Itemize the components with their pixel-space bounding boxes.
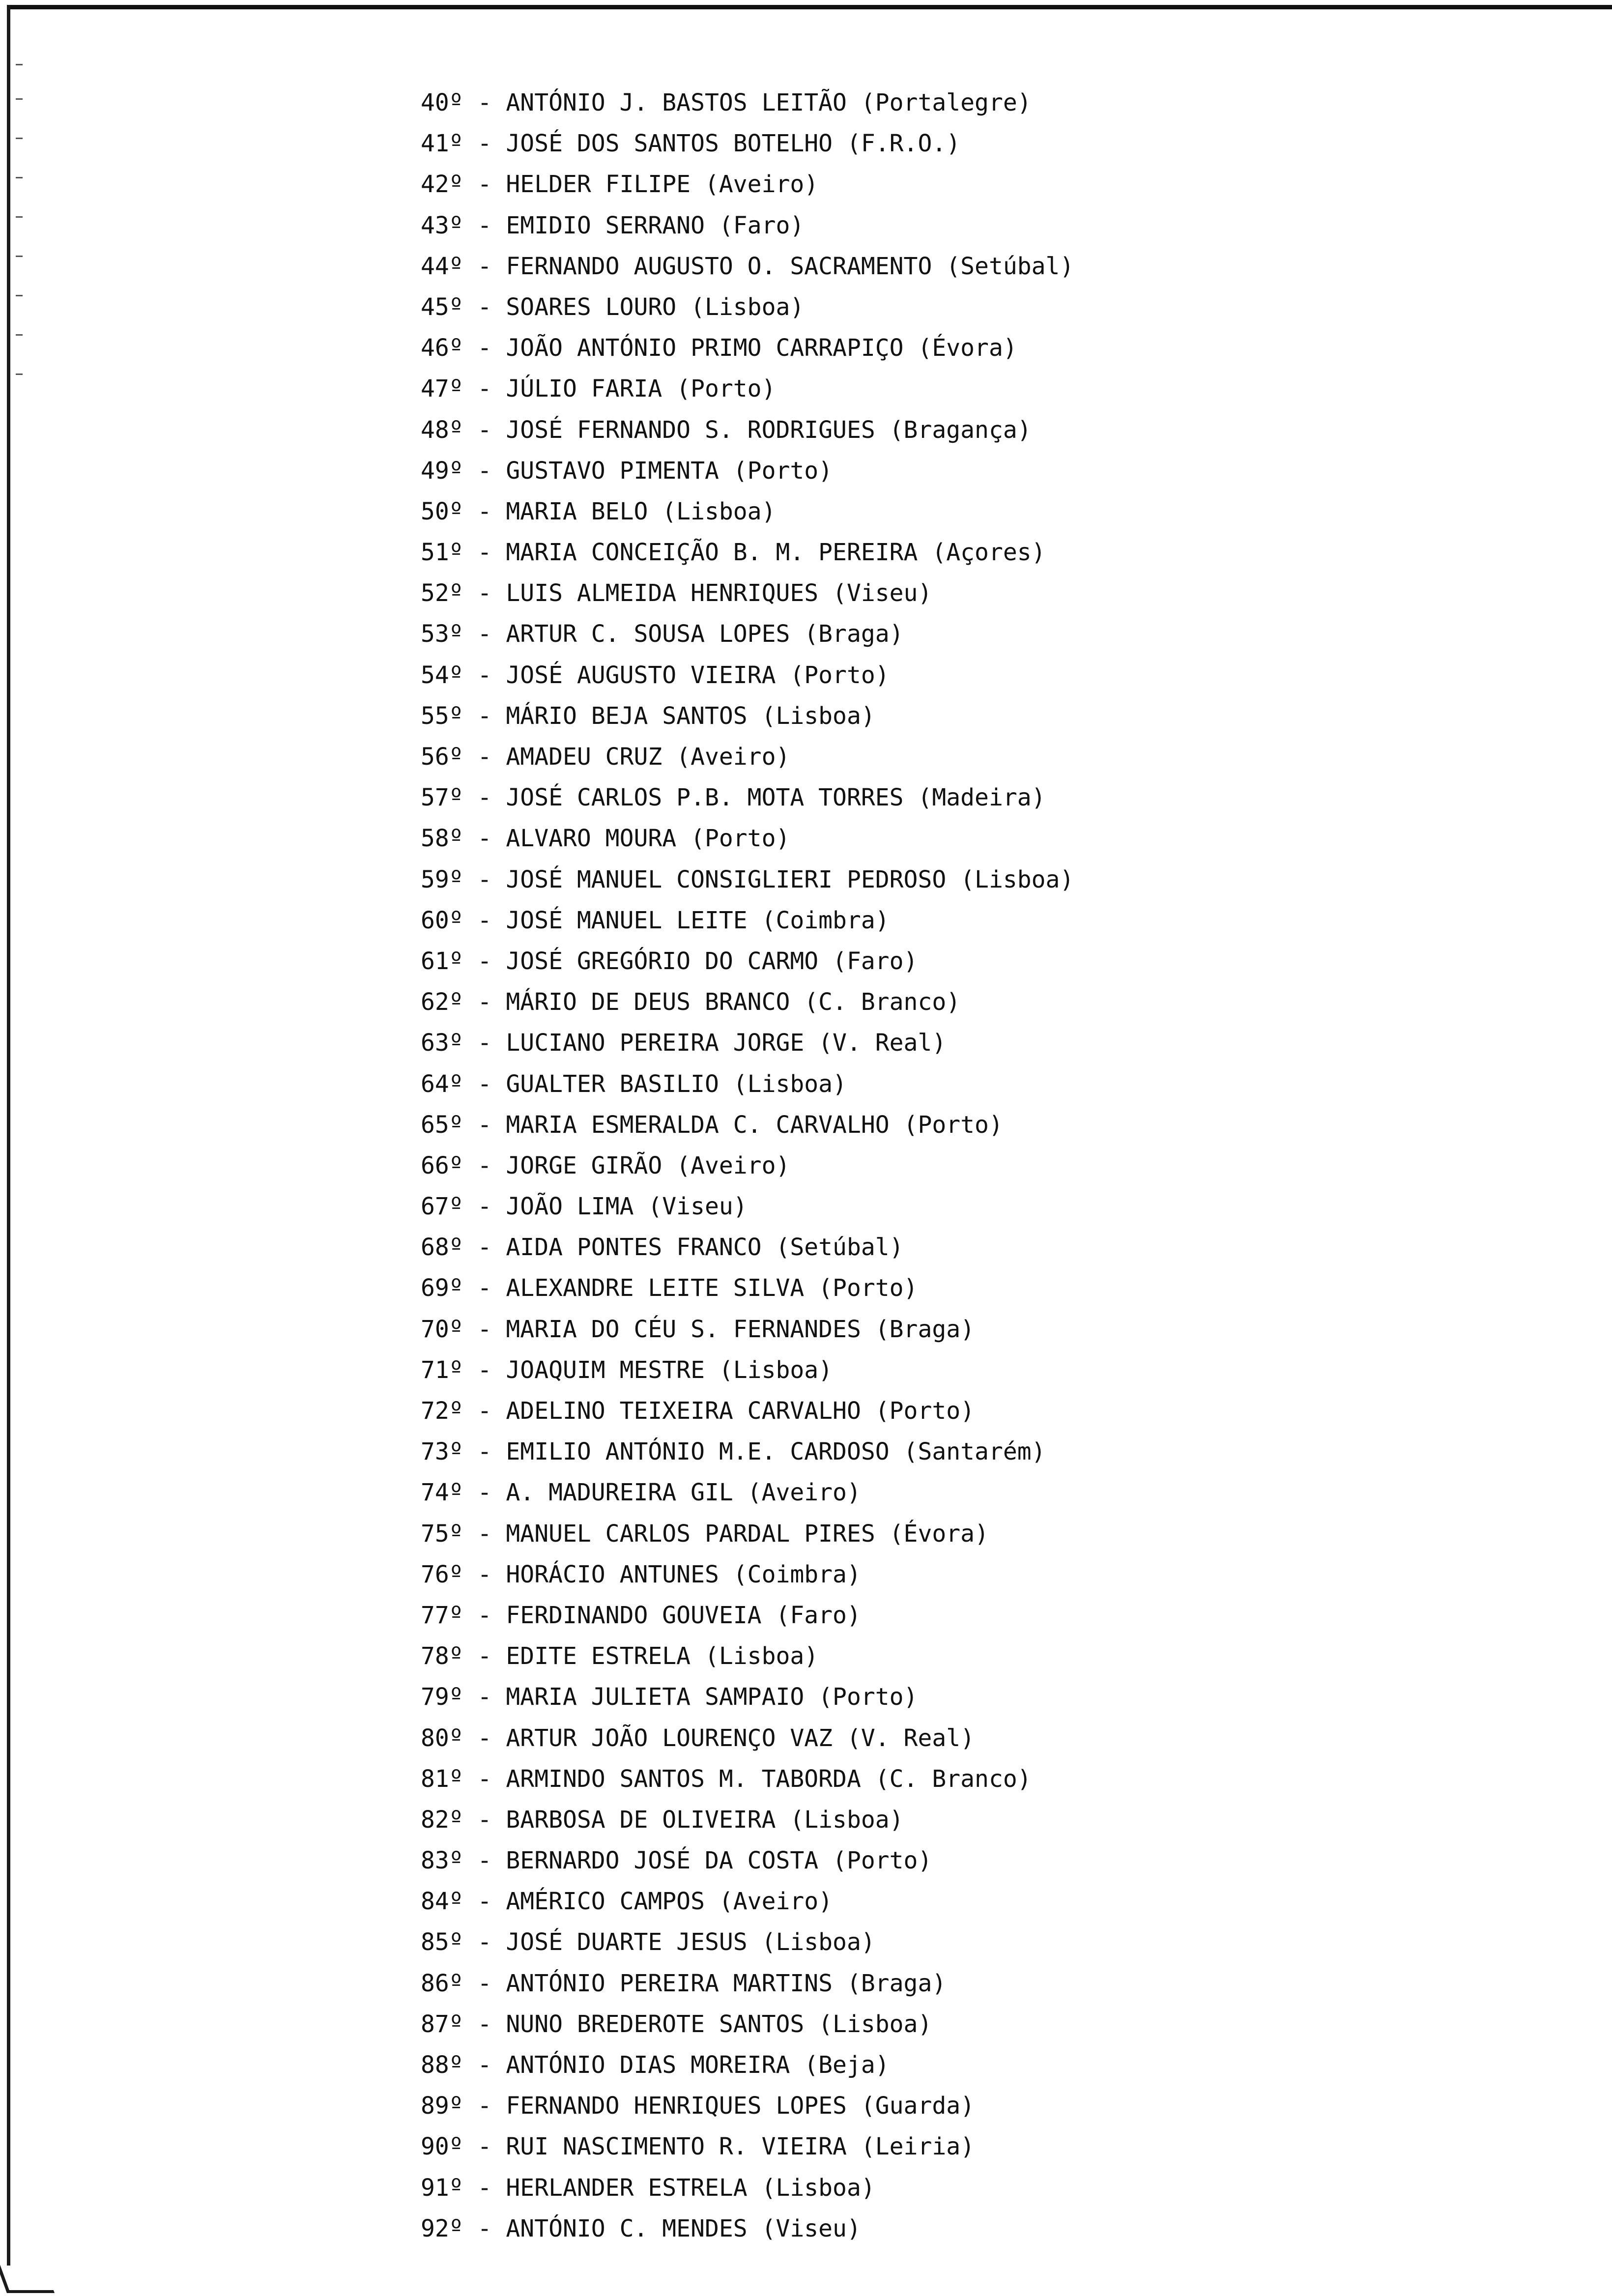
- list-entry: 71º - JOAQUIM MESTRE (Lisboa): [421, 1356, 833, 1384]
- margin-tick: [16, 334, 23, 336]
- list-entry: 88º - ANTÓNIO DIAS MOREIRA (Beja): [421, 2051, 890, 2079]
- list-entry: 82º - BARBOSA DE OLIVEIRA (Lisboa): [421, 1806, 904, 1834]
- list-entry: 45º - SOARES LOURO (Lisboa): [421, 293, 805, 321]
- list-entry: 92º - ANTÓNIO C. MENDES (Viseu): [421, 2214, 861, 2242]
- list-entry: 78º - EDITE ESTRELA (Lisboa): [421, 1642, 819, 1670]
- list-entry: 50º - MARIA BELO (Lisboa): [421, 497, 776, 525]
- list-entry: 75º - MANUEL CARLOS PARDAL PIRES (Évora): [421, 1520, 989, 1548]
- margin-tick: [16, 64, 23, 65]
- margin-tick: [16, 373, 23, 375]
- candidate-list: [421, 83, 1074, 2249]
- list-entry: 79º - MARIA JULIETA SAMPAIO (Porto): [421, 1683, 918, 1711]
- list-entry: 46º - JOÃO ANTÓNIO PRIMO CARRAPIÇO (Évora): [421, 334, 1017, 362]
- list-entry: 62º - MÁRIO DE DEUS BRANCO (C. Branco): [421, 988, 961, 1016]
- list-entry: 66º - JORGE GIRÃO (Aveiro): [421, 1151, 790, 1179]
- list-entry: 48º - JOSÉ FERNANDO S. RODRIGUES (Bragança): [421, 416, 1032, 444]
- list-entry: 90º - RUI NASCIMENTO R. VIEIRA (Leiria): [421, 2133, 975, 2161]
- list-entry: 60º - JOSÉ MANUEL LEITE (Coimbra): [421, 906, 890, 934]
- list-entry: 69º - ALEXANDRE LEITE SILVA (Porto): [421, 1274, 918, 1302]
- list-entry: 61º - JOSÉ GREGÓRIO DO CARMO (Faro): [421, 947, 918, 975]
- list-entry: 76º - HORÁCIO ANTUNES (Coimbra): [421, 1560, 861, 1588]
- list-entry: 84º - AMÉRICO CAMPOS (Aveiro): [421, 1888, 833, 1916]
- list-entry: 53º - ARTUR C. SOUSA LOPES (Braga): [421, 620, 904, 648]
- list-entry: 70º - MARIA DO CÉU S. FERNANDES (Braga): [421, 1315, 975, 1343]
- list-entry: 59º - JOSÉ MANUEL CONSIGLIERI PEDROSO (Lisboa): [421, 865, 1074, 893]
- scan-border-top: [9, 5, 1612, 9]
- margin-tick: [16, 98, 23, 100]
- list-entry: 64º - GUALTER BASILIO (Lisboa): [421, 1070, 847, 1098]
- list-entry: 83º - BERNARDO JOSÉ DA COSTA (Porto): [421, 1847, 932, 1875]
- list-entry: 89º - FERNANDO HENRIQUES LOPES (Guarda): [421, 2092, 975, 2120]
- list-entry: 55º - MÁRIO BEJA SANTOS (Lisboa): [421, 702, 875, 730]
- list-entry: 85º - JOSÉ DUARTE JESUS (Lisboa): [421, 1928, 875, 1956]
- list-entry: 81º - ARMINDO SANTOS M. TABORDA (C. Branco): [421, 1765, 1032, 1793]
- list-entry: 57º - JOSÉ CARLOS P.B. MOTA TORRES (Madeira): [421, 784, 1046, 812]
- list-entry: 73º - EMILIO ANTÓNIO M.E. CARDOSO (Santarém): [421, 1438, 1046, 1466]
- list-entry: 43º - EMIDIO SERRANO (Faro): [421, 211, 805, 239]
- list-entry: 52º - LUIS ALMEIDA HENRIQUES (Viseu): [421, 579, 932, 607]
- list-entry: 87º - NUNO BREDEROTE SANTOS (Lisboa): [421, 2010, 932, 2038]
- margin-tick: [16, 256, 23, 257]
- list-entry: 86º - ANTÓNIO PEREIRA MARTINS (Braga): [421, 1969, 947, 1997]
- list-entry: 40º - ANTÓNIO J. BASTOS LEITÃO (Portalegre): [421, 89, 1032, 116]
- list-entry: 91º - HERLANDER ESTRELA (Lisboa): [421, 2174, 875, 2202]
- list-entry: 58º - ALVARO MOURA (Porto): [421, 825, 790, 853]
- list-entry: 68º - AIDA PONTES FRANCO (Setúbal): [421, 1234, 904, 1262]
- list-entry: 67º - JOÃO LIMA (Viseu): [421, 1193, 748, 1221]
- list-entry: 42º - HELDER FILIPE (Aveiro): [421, 171, 819, 199]
- list-entry: 51º - MARIA CONCEIÇÃO B. M. PEREIRA (Açores): [421, 539, 1046, 567]
- margin-tick: [16, 295, 23, 296]
- list-entry: 63º - LUCIANO PEREIRA JORGE (V. Real): [421, 1029, 947, 1057]
- list-entry: 54º - JOSÉ AUGUSTO VIEIRA (Porto): [421, 661, 890, 689]
- scan-border-corner: [0, 2256, 55, 2293]
- list-entry: 49º - GUSTAVO PIMENTA (Porto): [421, 457, 833, 485]
- list-entry: 72º - ADELINO TEIXEIRA CARVALHO (Porto): [421, 1397, 975, 1425]
- margin-tick: [16, 177, 23, 178]
- list-entry: 80º - ARTUR JOÃO LOURENÇO VAZ (V. Real): [421, 1724, 975, 1752]
- list-entry: 74º - A. MADUREIRA GIL (Aveiro): [421, 1479, 861, 1507]
- list-entry: 56º - AMADEU CRUZ (Aveiro): [421, 743, 790, 771]
- list-entry: 47º - JÚLIO FARIA (Porto): [421, 375, 776, 403]
- list-entry: 65º - MARIA ESMERALDA C. CARVALHO (Porto): [421, 1111, 1003, 1139]
- margin-tick: [16, 216, 23, 218]
- list-entry: 41º - JOSÉ DOS SANTOS BOTELHO (F.R.O.): [421, 130, 961, 158]
- list-entry: 77º - FERDINANDO GOUVEIA (Faro): [421, 1601, 861, 1629]
- margin-tick: [16, 138, 23, 139]
- scan-border-left: [7, 5, 10, 2266]
- list-entry: 44º - FERNANDO AUGUSTO O. SACRAMENTO (Setúbal): [421, 252, 1074, 280]
